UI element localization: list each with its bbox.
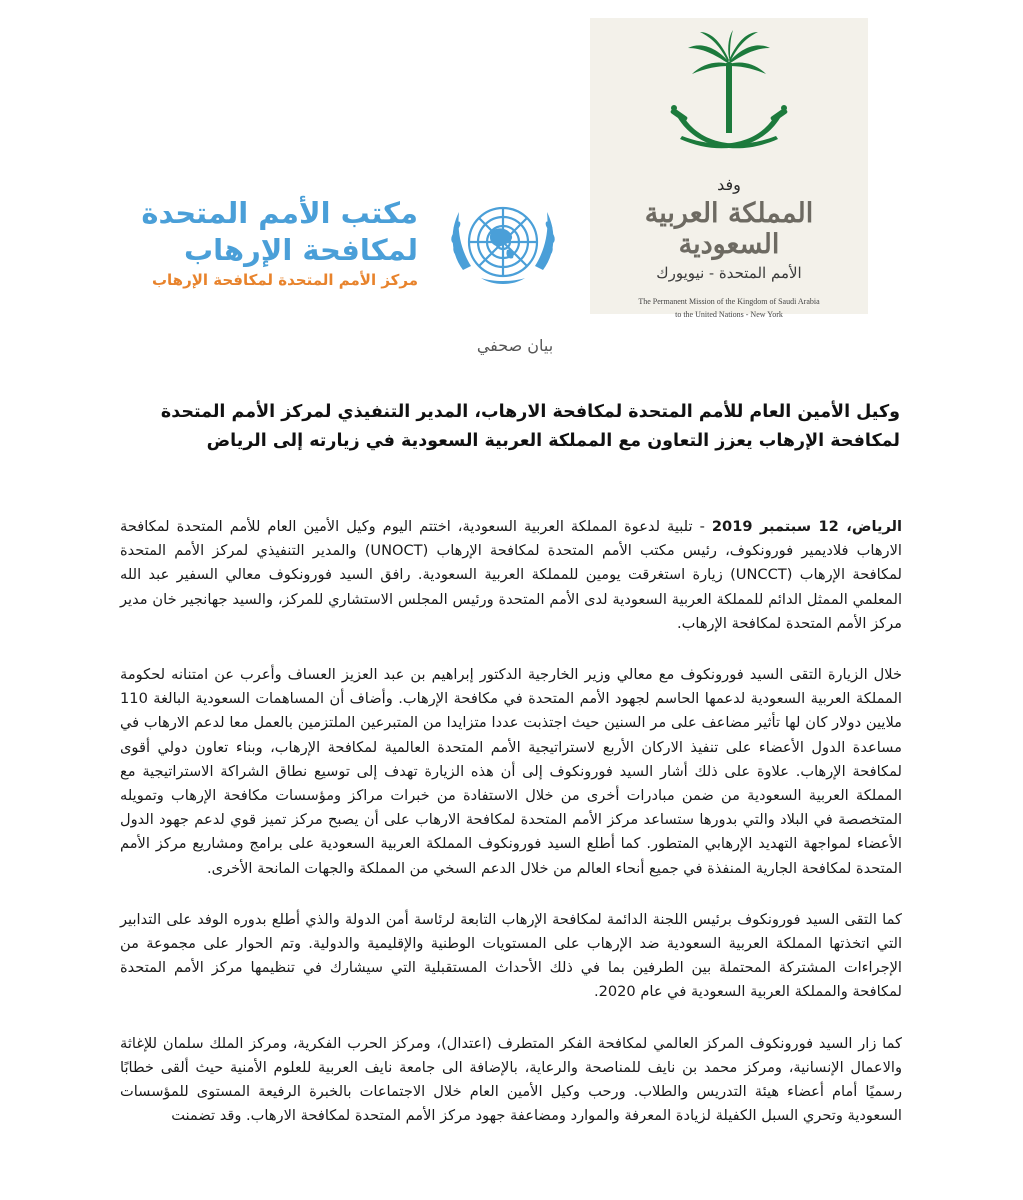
saudi-wafd-text: وفد <box>717 175 741 194</box>
paragraph-3: كما التقى السيد فورونكوف برئيس اللجنة الدائمة لمكافحة الإرهاب التابعة لرئاسة أمن الدولة والذي أطلع بدوره الوفد على التدابير التي اتخذتها المملكة العربية السعودية ضد الإرهاب على المستويات الوطنية والإقليمية والدولية. وتم الحوار على مجموعة من الإجراءات المشتركة المحتملة بين الطرفين بما في ذلك الأحداث المستقبلية التي سيشارك في تنظيمها مركز الأمم المتحدة لمكافحة والمملكة العربية السعودية في عام 2020. <box>120 910 902 1001</box>
article-body <box>120 515 902 1155</box>
paragraph-1 <box>120 515 902 636</box>
un-emblem-icon <box>441 192 565 296</box>
palm-swords-emblem-icon <box>590 18 868 178</box>
saudi-un-new-york: الأمم المتحدة - نيويورك <box>656 264 802 282</box>
dateline: الرياض، 12 سبتمبر 2019 <box>711 518 903 535</box>
saudi-mission-logo <box>590 18 868 319</box>
unoct-title-line1: مكتب الأمم المتحدة <box>141 196 418 230</box>
unoct-title-line2: لمكافحة الإرهاب <box>183 233 418 267</box>
saudi-english-line2: to the United Nations - New York <box>675 310 783 319</box>
saudi-kingdom-name: المملكة العربية السعودية <box>644 198 814 260</box>
uncct-subtitle: مركز الأمم المتحدة لمكافحة الإرهاب <box>151 271 418 289</box>
paragraph-4: كما زار السيد فورونكوف المركز العالمي لمكافحة الفكر المتطرف (اعتدال)، ومركز الحرب الفكرية، ومركز الملك سلمان للإغاثة والاعمال الإنسانية، ومركز محمد بن نايف للمناصحة والرعاية، بالإضافة الى جامعة نايف العربية للعلوم الأمنية حيث ألقى خطابًا رسميًا أمام أعضاء هيئة التدريس والطلاب. ورحب وكيل الأمين العام خلال الاجتماعات بالخبرة الرفيعة المستوى للمؤسسات السعودية وتحري السبل الكفيلة لزيادة المعرفة والموارد ومضاعفة جهود مركز الأمم المتحدة لمكافحة الارهاب. وقد تضمنت <box>120 1034 902 1125</box>
press-statement-label: بيان صحفي <box>476 336 554 355</box>
paragraph-1-text: - تلبية لدعوة المملكة العربية السعودية، اختتم اليوم وكيل الأمين العام للأمم المتحدة لمكافحة الارهاب فلاديمير فورونكوف، رئيس مكتب الأمم المتحدة لمكافحة الإرهاب (UNOCT) والمدير التنفيذي لمركز الأمم المتحدة لمكافحة الإرهاب (UNCCT) زيارة استغرقت يومين للمملكة العربية السعودية. رافق السيد فورونكوف معالي السفير عبد الله المعلمي الممثل الدائم للمملكة العربية السعودية لدى الأمم المتحدة ورئيس المجلس الاستشاري للمركز، والسيد جهانجير خان مدير مركز الأمم المتحدة لمكافحة الإرهاب. <box>120 518 902 632</box>
paragraph-2: خلال الزيارة التقى السيد فورونكوف مع معالي وزير الخارجية الدكتور إبراهيم بن عبد العزيز العساف وأعرب عن امتنانه لحكومة المملكة العربية السعودية لدعمها الحاسم لجهود الأمم المتحدة في مكافحة الإرهاب. وأضاف أن المساهمات السعودية البالغة 110 ملايين دولار كان لها تأثير مضاعف على مر السنين حيث اجتذبت عددا متزايدا من المتبرعين الملتزمين بالعمل معا لدعم الارهاب في مساعدة الدول الأعضاء على تنفيذ الاركان الأربع لاستراتيجية الأمم المتحدة العالمية لمكافحة الإرهاب، وبناء تعاون دولي أقوى لمكافحة الإرهاب. علاوة على ذلك أشار السيد فورونكوف إلى أن هذه الزيارة تهدف إلى توسيع نطاق الشراكة الاستراتيجية مع المملكة العربية السعودية من ضمن مبادرات أخرى من خلال الاستفادة من خبرات مراكز ومؤسسات مكافحة الإرهاب وتمويله المتخصصة في البلاد والتي بدورها ستساعد مركز الأمم المتحدة لمكافحة الارهاب على أن يصبح مركز تميز قوي لدعم جهود الدول الأعضاء لمواجهة التهديد الإرهابي المتطور. كما أطلع السيد فورونكوف المملكة العربية السعودية على برامج ومشاريع مركز الأمم المتحدة لمكافحة الجارية المنفذة في جميع أنحاء العالم من خلال الدعم السخي من المملكة والجهات المانحة الأخرى. <box>120 666 902 877</box>
saudi-english-line1: The Permanent Mission of the Kingdom of Saudi Arabia <box>638 297 820 306</box>
headline: وكيل الأمين العام للأمم المتحدة لمكافحة الارهاب، المدير التنفيذي لمركز الأمم المتحدة لمكافحة الإرهاب يعزز التعاون مع المملكة العربية السعودية في زيارته إلى الرياض <box>160 402 900 451</box>
